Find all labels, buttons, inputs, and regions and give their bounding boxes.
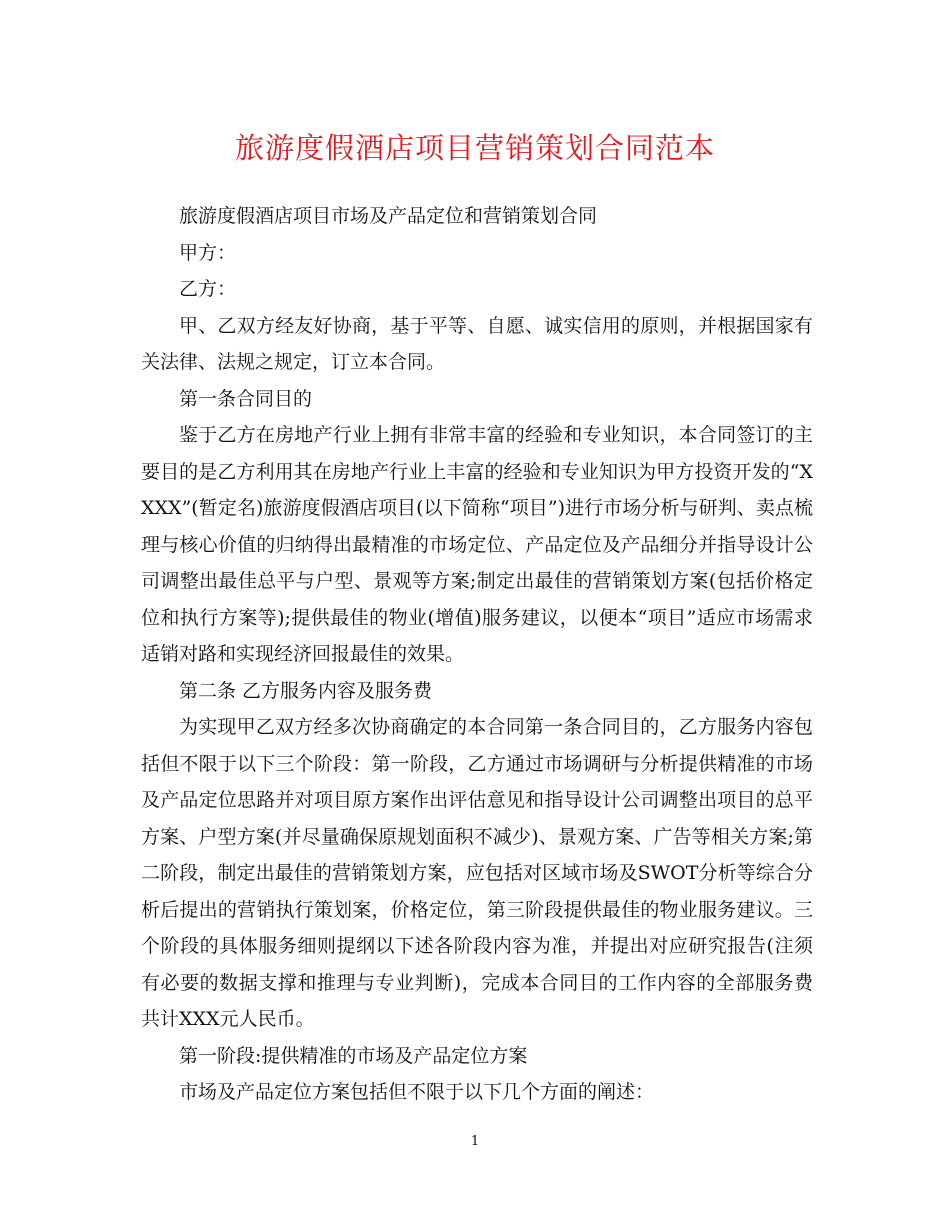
paragraph-phase-1-intro: 市场及产品定位方案包括但不限于以下几个方面的阐述： — [179, 1081, 655, 1103]
paragraph-article-2: 为实现甲乙双方经多次协商确定的本合同第一条合同目的，乙方服务内容包括但不限于以下三个阶段：第一阶段，乙方通过市场调研与分析提供精准的市场及产品定位思路并对项目原方案作出评估意见和指导设计公司调整出项目的总平方案、户型方案(并尽量确保原规划面积不减少)、景观方案、广告等相关方案;第二阶段，制定出最佳的营销策划方案，应包括对区域市场及SWOT分析等综合分析后提出的营销执行策划案，价格定位，第三阶段提供最佳的物业服务建议。三个阶段的具体服务细则提纲以下述各阶段内容为准，并提出对应研究报告(注须有必要的数据支撑和推理与专业判断)，完成本合同目的工作内容的全部服务费共计XXX元人民币。 — [141, 716, 813, 1030]
heading-article-1: 第一条合同目的 — [179, 387, 313, 410]
page-number: 1 — [470, 1134, 480, 1149]
document-body — [141, 198, 813, 1111]
heading-article-2: 第二条 乙方服务内容及服务费 — [179, 679, 433, 702]
paragraph-party-b: 乙方： — [179, 278, 237, 300]
heading-phase-1: 第一阶段:提供精准的市场及产品定位方案 — [179, 1044, 528, 1067]
paragraph-party-a: 甲方： — [179, 241, 237, 264]
paragraph-article-1: 鉴于乙方在房地产行业上拥有非常丰富的经验和专业知识，本合同签订的主要目的是乙方利用其在房地产行业上丰富的经验和专业知识为甲方投资开发的“XXXX”(暂定名)旅游度假酒店项目(以下简称“项目”)进行市场分析与研判、卖点梳理与核心价值的归纳得出最精准的市场定位、产品定位及产品细分并指导设计公司调整出最佳总平与户型、景观等方案;制定出最佳的营销策划方案(包括价格定位和执行方案等);提供最佳的物业(增值)服务建议，以便本“项目”适应市场需求适销对路和实现经济回报最佳的效果。 — [141, 424, 813, 665]
document-title: 旅游度假酒店项目营销策划合同范本 — [234, 131, 715, 165]
paragraph-contract-name: 旅游度假酒店项目市场及产品定位和营销策划合同 — [179, 205, 598, 227]
paragraph-preamble: 甲、乙双方经友好协商，基于平等、自愿、诚实信用的原则，并根据国家有关法律、法规之规定，订立本合同。 — [141, 314, 813, 373]
